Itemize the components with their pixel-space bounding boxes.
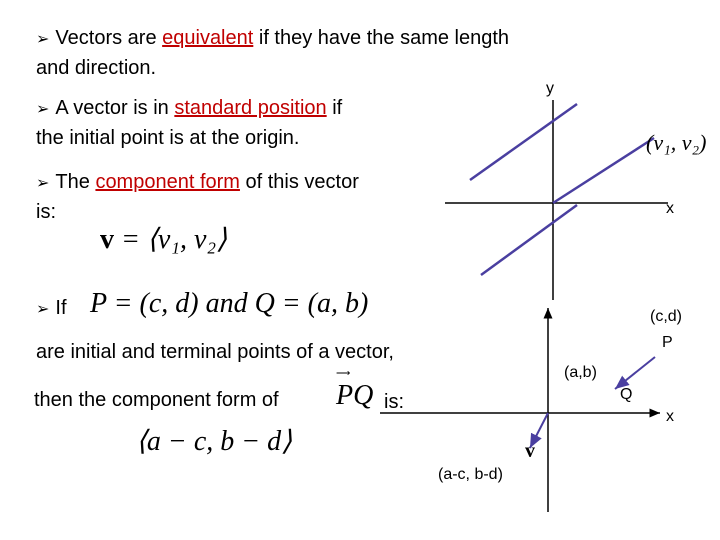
result-formula: ⟨a − c, b − d⟩ — [136, 426, 293, 457]
bullet-text: If — [55, 297, 67, 319]
bullet-line2: and direction. — [36, 57, 157, 79]
top-y-label: y — [546, 80, 554, 97]
then-component-text: then the component form of — [34, 389, 279, 411]
vector-lower-left — [481, 205, 577, 275]
bullet-text: of this vector — [239, 171, 359, 193]
vector-standard-position — [553, 138, 654, 203]
formula-rest: = ⟨v₁, v₂⟩ — [121, 224, 228, 255]
top-vector-label: (v₁, v₂) — [646, 130, 707, 155]
overrightarrow-icon: ⟶ — [336, 368, 350, 379]
arrow-bullet-icon: ➢ — [36, 99, 50, 118]
bullet-line2: the initial point is at the origin. — [36, 127, 300, 149]
term-equivalent: equivalent — [162, 27, 254, 49]
arrow-bullet-icon: ➢ — [36, 173, 50, 192]
bullet-text: if — [326, 97, 343, 119]
bullet-text: The — [55, 171, 96, 193]
cd-label: (c,d) — [650, 308, 682, 325]
q-label: Q — [620, 386, 633, 403]
term-component-form: component form — [95, 171, 240, 193]
vector-pq: PQ — [336, 380, 374, 411]
is-colon-text: is: — [384, 391, 404, 413]
bullet-line2: is: — [36, 201, 56, 223]
vector-pq-line — [615, 357, 655, 389]
bottom-x-label: x — [666, 408, 674, 425]
term-standard-position: standard position — [174, 97, 327, 119]
initial-terminal-text: are initial and terminal points of a vector, — [36, 341, 394, 363]
bullet-text: if they have the same length — [253, 27, 510, 49]
vector-upper-left — [470, 104, 577, 180]
vector-v-bold: v — [100, 224, 114, 255]
v-label: v — [525, 440, 535, 462]
v-coords-label: (a-c, b-d) — [438, 466, 503, 483]
ab-label: (a,b) — [564, 364, 597, 381]
p-label: P — [662, 334, 673, 351]
bullet-text: A vector is in — [55, 97, 175, 119]
arrow-bullet-icon: ➢ — [36, 299, 50, 318]
top-vectors — [470, 104, 654, 275]
bottom-axes — [380, 308, 660, 512]
top-x-label: x — [666, 200, 674, 217]
points-definition: P = (c, d) and Q = (a, b) — [90, 288, 369, 319]
arrow-bullet-icon: ➢ — [36, 29, 50, 48]
bullet-text: Vectors are — [55, 27, 163, 49]
